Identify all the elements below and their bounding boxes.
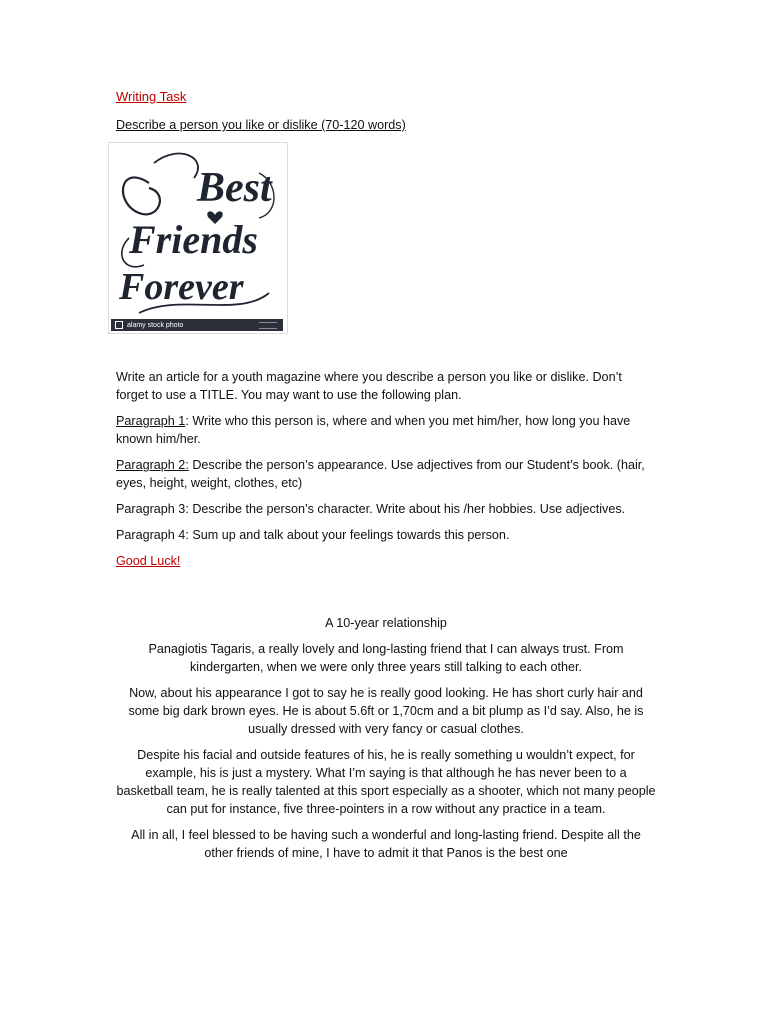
essay-title: A 10-year relationship — [325, 616, 447, 630]
friends-word: Friends — [129, 217, 258, 262]
stock-code-mark — [259, 322, 277, 329]
paragraph-3-instruction: Paragraph 3: Describe the person’s character. Write about his /her hobbies. Use adjectives. — [116, 502, 626, 516]
paragraph-1-label: Paragraph 1 — [116, 414, 186, 428]
calligraphy-artwork — [109, 143, 287, 333]
essay — [116, 614, 656, 862]
paragraph-2-text: Describe the person’s appearance. Use adjectives from our Student’s book. (hair, eyes, height, weight, clothes, etc) — [116, 458, 645, 490]
forever-word: Forever — [119, 266, 244, 308]
paragraph-1-text: : Write who this person is, where and when you met him/her, how long you have known him/her. — [116, 414, 631, 446]
essay-paragraph-3: Despite his facial and outside features of his, he is really something u wouldn’t expect, for example, his is just a mystery. What I’m saying is that although he has never been to a basketball team, he is really talented at this sport especially as a shooter, which not many people can put for instance, five three-pointers in a row without any practice in a team. — [116, 748, 656, 816]
paragraph-4-instruction: Paragraph 4: Sum up and talk about your feelings towards this person. — [116, 528, 510, 542]
essay-paragraph-1: Panagiotis Tagaris, a really lovely and long-lasting friend that I can always trust. From kindergarten, when we were only three years still talking to each other. — [148, 642, 624, 674]
document-content — [116, 88, 656, 870]
swirl-ornament-left — [123, 177, 160, 214]
paragraph-1-instruction — [116, 412, 656, 448]
best-word: Best — [197, 165, 272, 211]
writing-task-heading: Writing Task — [116, 89, 187, 104]
paragraph-2-label: Paragraph 2: — [116, 458, 189, 472]
alamy-logo-icon — [115, 321, 123, 329]
essay-paragraph-2: Now, about his appearance I got to say he is really good looking. He has short curly hair and some big dark brown eyes. He is about 5.6ft or 1,70cm and a bit plump as I’d say. Also, he is usually dressed with very fancy or casual clothes. — [128, 686, 644, 736]
paragraph-2-instruction — [116, 456, 656, 492]
good-luck-text: Good Luck! — [116, 554, 181, 568]
task-subheading: Describe a person you like or dislike (70-120 words) — [116, 118, 406, 132]
best-friends-forever-image — [108, 142, 288, 334]
stock-watermark-bar — [111, 319, 283, 331]
swirl-ornament-top — [154, 154, 198, 178]
stock-label: alamy stock photo — [127, 321, 184, 329]
essay-paragraph-4: All in all, I feel blessed to be having such a wonderful and long-lasting friend. Despite all the other friends of mine, I have to admit it that Panos is the best one — [131, 828, 641, 860]
instructions-intro: Write an article for a youth magazine where you describe a person you like or dislike. Don’t forget to use a TITLE. You may want to use the following plan. — [116, 370, 622, 402]
